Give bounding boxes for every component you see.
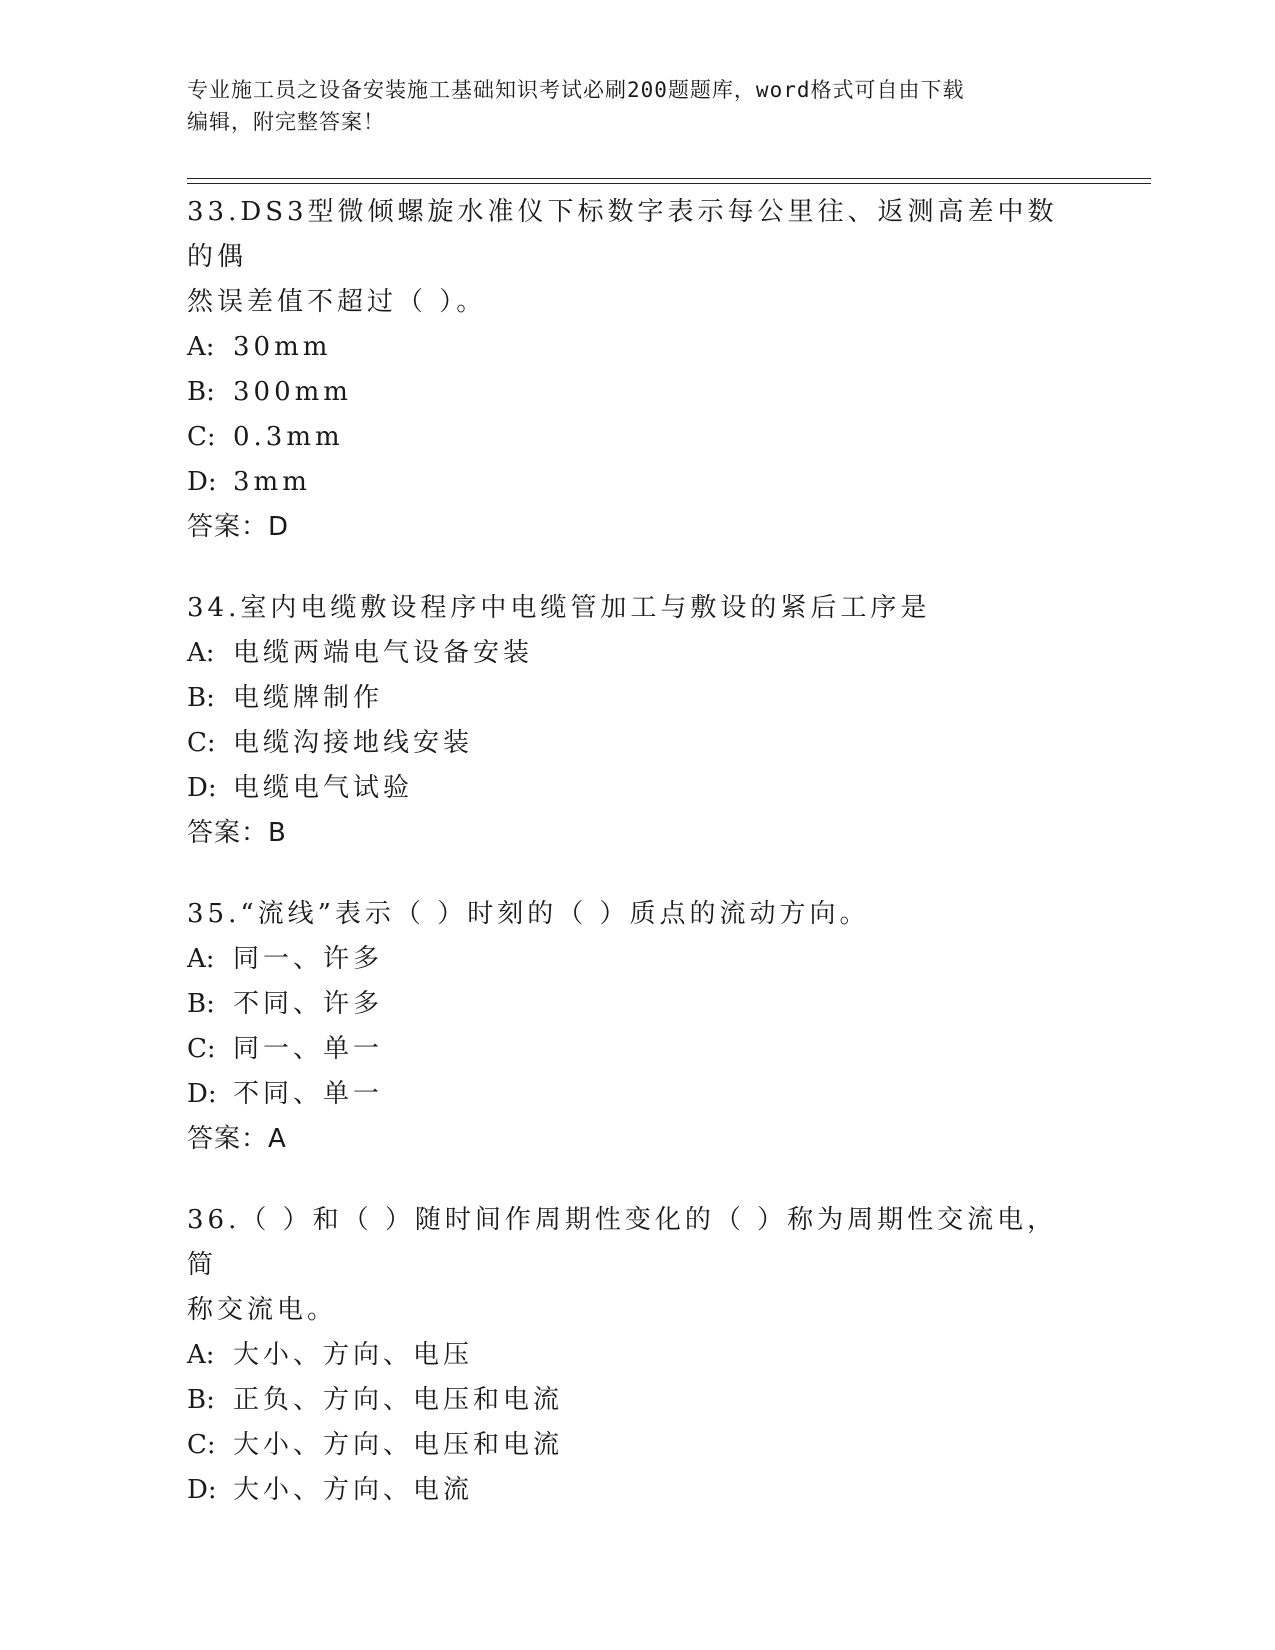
option-text: 电缆两端电气设备安装 <box>233 638 534 668</box>
option-text: 电缆牌制作 <box>233 683 384 713</box>
option-text: 电缆电气试验 <box>233 773 414 803</box>
question-36 <box>187 1198 1067 1513</box>
question-text <box>187 586 1067 631</box>
option-letter: B: <box>187 1385 215 1415</box>
option-a <box>187 937 1067 982</box>
option-text: 300mm <box>233 377 352 407</box>
question-line-1: 36.（ ）和（ ）随时间作周期性变化的（ ）称为周期性交流电，简 <box>187 1205 1058 1280</box>
option-text: 同一、单一 <box>233 1034 384 1064</box>
option-c <box>187 415 1067 460</box>
option-letter: A: <box>187 332 215 362</box>
question-line-1: 35.“流线”表示（ ）时刻的（ ）质点的流动方向。 <box>187 899 870 929</box>
option-letter: D: <box>187 773 217 803</box>
option-text: 30mm <box>233 332 332 362</box>
question-line-1: 33.DS3型微倾螺旋水准仪下标数字表示每公里往、返测高差中数的偶 <box>187 197 1058 272</box>
option-letter: A: <box>187 638 215 668</box>
option-b <box>187 982 1067 1027</box>
question-text <box>187 1198 1067 1333</box>
option-text: 大小、方向、电压 <box>233 1340 474 1370</box>
answer-line: 答案：A <box>187 1124 287 1154</box>
option-letter: B: <box>187 377 215 407</box>
question-34 <box>187 586 1067 856</box>
option-c <box>187 1423 1067 1468</box>
option-d <box>187 766 1067 811</box>
option-letter: C: <box>187 1430 216 1460</box>
option-d <box>187 1468 1067 1513</box>
option-letter: C: <box>187 728 216 758</box>
header-divider-top <box>187 178 1151 179</box>
option-letter: B: <box>187 683 215 713</box>
option-text: 大小、方向、电压和电流 <box>233 1430 564 1460</box>
document-header <box>187 74 1067 138</box>
answer-line: 答案：B <box>187 818 287 848</box>
option-text: 不同、单一 <box>233 1079 384 1109</box>
option-a <box>187 325 1067 370</box>
option-text: 大小、方向、电流 <box>233 1475 474 1505</box>
option-b <box>187 370 1067 415</box>
option-text: 0.3mm <box>233 422 344 452</box>
option-letter: D: <box>187 1475 217 1505</box>
option-b <box>187 676 1067 721</box>
header-line-1: 专业施工员之设备安装施工基础知识考试必刷200题题库，word格式可自由下载 <box>187 78 965 102</box>
option-text: 不同、许多 <box>233 989 384 1019</box>
option-d <box>187 460 1067 505</box>
question-line-1: 34.室内电缆敷设程序中电缆管加工与敷设的紧后工序是 <box>187 593 931 623</box>
question-line-2: 然误差值不超过（ ）。 <box>187 287 487 317</box>
option-text: 同一、许多 <box>233 944 384 974</box>
option-b <box>187 1378 1067 1423</box>
option-text: 3mm <box>233 467 311 497</box>
question-35 <box>187 892 1067 1162</box>
option-letter: D: <box>187 467 217 497</box>
question-text <box>187 892 1067 937</box>
option-letter: D: <box>187 1079 217 1109</box>
question-text <box>187 190 1067 325</box>
question-line-2: 称交流电。 <box>187 1295 338 1325</box>
option-letter: A: <box>187 944 215 974</box>
question-33 <box>187 190 1067 550</box>
option-letter: A: <box>187 1340 215 1370</box>
option-text: 电缆沟接地线安装 <box>233 728 474 758</box>
option-a <box>187 1333 1067 1378</box>
question-list <box>187 190 1067 1549</box>
answer-line: 答案：D <box>187 512 290 542</box>
header-divider-bottom <box>187 183 1151 184</box>
option-d <box>187 1072 1067 1117</box>
option-c <box>187 721 1067 766</box>
option-letter: C: <box>187 422 216 452</box>
option-letter: B: <box>187 989 215 1019</box>
option-a <box>187 631 1067 676</box>
header-line-2: 编辑，附完整答案！ <box>187 110 385 134</box>
option-c <box>187 1027 1067 1072</box>
option-letter: C: <box>187 1034 216 1064</box>
option-text: 正负、方向、电压和电流 <box>233 1385 564 1415</box>
